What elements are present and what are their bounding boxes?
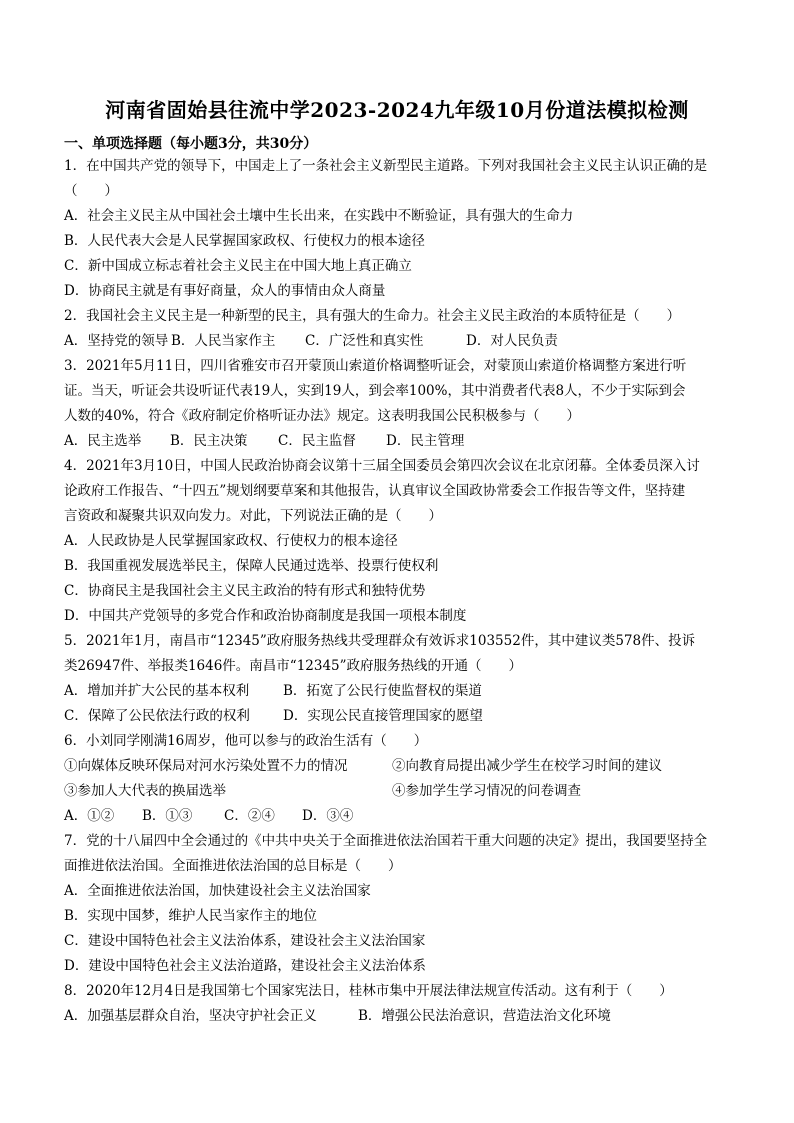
q3-option-d: D．民主管理 (386, 433, 465, 449)
q8-options (64, 1007, 611, 1025)
q6-statements-row1 (64, 757, 662, 775)
q6-stem: 6．小刘同学刚满16周岁，他可以参与的政治生活有（ ） (64, 733, 428, 749)
q6-option-b: B．①③ (142, 808, 193, 824)
q3-stem-line2: 证。当天，听证会共设听证代表19人，实到19人，到会率100%，其中消费者代表8人，不少于实际到会 (64, 383, 686, 399)
q5-options-row1 (64, 682, 482, 700)
q5-option-b: B．拓宽了公民行使监督权的渠道 (283, 683, 482, 699)
q6-option-d: D．③④ (302, 808, 354, 824)
q4-stem-line1: 4．2021年3月10日，中国人民政治协商会议第十三届全国委员会第四次会议在北京闭幕。全体委员深入讨 (64, 458, 700, 474)
q4-option-a: A．人民政协是人民掌握国家政权、行使权力的根本途径 (64, 533, 398, 549)
q2-stem: 2．我国社会主义民主是一种新型的民主，具有强大的生命力。社会主义民主政治的本质特征是（ ） (64, 308, 681, 324)
q2-option-c: C．广泛性和真实性 (305, 333, 424, 349)
q3-stem-line1: 3．2021年5月11日，四川省雅安市召开蒙顶山索道价格调整听证会，对蒙顶山索道价格调整方案进行听 (64, 358, 687, 374)
q1-option-a: A．社会主义民主从中国社会土壤中生长出来，在实践中不断验证，具有强大的生命力 (64, 208, 574, 224)
q8-option-b: B．增强公民法治意识，营造法治文化环境 (358, 1008, 611, 1024)
q6-option-c: C．②④ (224, 808, 275, 824)
section-heading: 一、单项选择题（每小题3分，共30分） (64, 136, 318, 152)
q1-stem: 1．在中国共产党的领导下，中国走上了一条社会主义新型民主道路。下列对我国社会主义民主认识正确的是 (64, 158, 708, 174)
q4-option-b: B．我国重视发展选举民主，保障人民通过选举、投票行使权利 (64, 558, 439, 574)
q6-option-a: A．①② (64, 808, 115, 824)
q4-stem-line3: 言资政和凝聚共识双向发力。对此，下列说法正确的是（ ） (64, 508, 442, 524)
q7-option-a: A．全面推进依法治国，加快建设社会主义法治国家 (64, 883, 371, 899)
q4-option-c: C．协商民主是我国社会主义民主政治的特有形式和独特优势 (64, 583, 426, 599)
q5-option-a: A．增加并扩大公民的基本权利 (64, 683, 250, 699)
q1-option-d: D．协商民主就是有事好商量，众人的事情由众人商量 (64, 283, 386, 299)
q6-statement-3: ③参加人大代表的换届选举 (64, 783, 226, 799)
page-title: 河南省固始县往流中学2023-2024九年级10月份道法模拟检测 (105, 98, 689, 122)
q5-stem-line2: 类26947件、举报类1646件。南昌市“12345”政府服务热线的开通（ ） (64, 658, 523, 674)
q6-statement-4: ④参加学生学习情况的问卷调查 (392, 783, 581, 799)
q7-stem-line2: 面推进依法治国。全面推进依法治国的总目标是（ ） (64, 858, 402, 874)
q6-statement-2: ②向教育局提出减少学生在校学习时间的建议 (392, 758, 662, 774)
q2-option-a: A．坚持党的领导 (64, 333, 169, 349)
q1-option-b: B．人民代表大会是人民掌握国家政权、行使权力的根本途径 (64, 233, 425, 249)
q4-option-d: D．中国共产党领导的多党合作和政治协商制度是我国一项根本制度 (64, 608, 467, 624)
q7-option-c: C．建设中国特色社会主义法治体系，建设社会主义法治国家 (64, 933, 426, 949)
q6-statement-1: ①向媒体反映环保局对河水污染处置不力的情况 (64, 758, 348, 774)
q5-stem-line1: 5．2021年1月，南昌市“12345”政府服务热线共受理群众有效诉求103552件，其中建议类578件、投诉 (64, 633, 696, 649)
q6-options (64, 807, 353, 825)
q3-stem-line3: 人数的40%，符合《政府制定价格听证办法》规定。这表明我国公民积极参与（ ） (64, 408, 581, 424)
q2-option-b: B．人民当家作主 (171, 333, 276, 349)
q1-stem-bracket: （ ） (64, 183, 118, 199)
q3-options (64, 432, 464, 450)
q7-option-b: B．实现中国梦，维护人民当家作主的地位 (64, 908, 317, 924)
q5-option-d: D．实现公民直接管理国家的愿望 (283, 708, 483, 724)
q7-option-d: D．建设中国特色社会主义法治道路，建设社会主义法治体系 (64, 958, 426, 974)
q2-options (64, 332, 558, 350)
q1-option-c: C．新中国成立标志着社会主义民主在中国大地上真正确立 (64, 258, 412, 274)
q3-option-a: A．民主选举 (64, 433, 142, 449)
q6-statements-row2 (64, 782, 581, 800)
q8-stem: 8．2020年12月4日是我国第七个国家宪法日，桂林市集中开展法律法规宣传活动。这有利于（ ） (64, 983, 673, 999)
q7-stem-line1: 7．党的十八届四中全会通过的《中共中央关于全面推进依法治国若干重大问题的决定》提出，我国要坚持全 (64, 833, 708, 849)
q5-options-row2 (64, 707, 483, 725)
q5-option-c: C．保障了公民依法行政的权利 (64, 708, 250, 724)
q3-option-b: B．民主决策 (170, 433, 248, 449)
q3-option-c: C．民主监督 (278, 433, 356, 449)
q8-option-a: A．加强基层群众自治，坚决守护社会正义 (64, 1008, 317, 1024)
q4-stem-line2: 论政府工作报告、“十四五”规划纲要草案和其他报告，认真审议全国政协常委会工作报告等文件，坚持建 (64, 483, 686, 499)
q2-option-d: D．对人民负责 (466, 333, 558, 349)
